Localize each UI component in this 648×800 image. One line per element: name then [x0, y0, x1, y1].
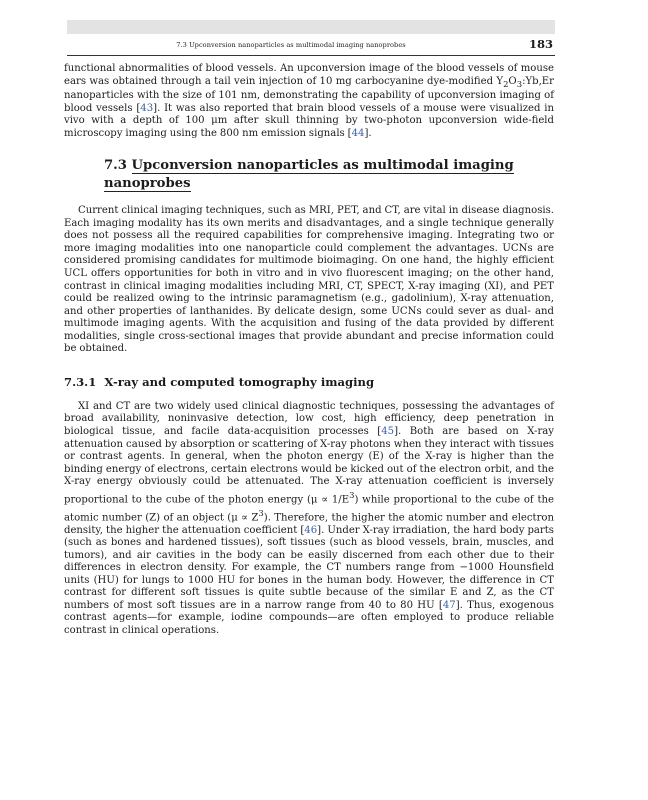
reference-link[interactable]: 44: [351, 127, 365, 139]
subsection-heading: [64, 374, 554, 390]
top-scan-bar: [67, 20, 555, 34]
reference-link[interactable]: 47: [442, 599, 456, 611]
paragraph-xray-ct: XI and CT are two widely used clinical diagnostic techniques, possessing the advantages of broad availability, noninvasive detection, low cost, high efficiency, deep penetration in biological tissue, and facile data-acquisition processes [45]. Both are based on X-ray attenuation caused by absorption or scattering of X-ray photons when they interact with tissues or contrast agents. In general, when the photon energy (E) of the X-ray is higher than the binding energy of electrons, certain electrons would be kicked out of the electron orbit, and the X-ray energy obviously could be attenuated. The X-ray attenuation coefficient is inversely proportional to the cube of the photon energy $(\mu \propto 1/E^3)$ while proportional to the cube of the atomic number (Z) of an object $(\mu \propto Z^3)$. Therefore, the higher the atomic number and electron density, the higher the attenuation coefficient [46]. Under X-ray irradiation, the hard body parts (such as bones and hardened tissues), soft tissues (such as blood vessels, brain, muscles, and tumors), and air cavities in the body can be easily discerned from each other due to their differences in electron density. For example, the CT numbers range from −1000 Hounsfield units (HU) for lungs to 1000 HU for bones in the human body. However, the difference in CT contrast for different soft tissues is quite subtle because of the similar E and Z, as the CT numbers of most soft tissues are in a narrow range from 40 to 80 HU [47]. Thus, exogenous contrast agents—for example, iodine compounds—are often employed to produce reliable contrast in clinical operations.: [64, 400, 555, 636]
running-header: [67, 35, 555, 56]
running-title: 7.3 Upconversion nanoparticles as multimodal imaging nanoprobes: [176, 41, 406, 49]
page-number: 183: [528, 37, 553, 51]
section-title: Upconversion nanoparticles as multimodal imaging nanoprobes: [104, 158, 514, 192]
subsection-title: X-ray and computed tomography imaging: [104, 374, 375, 389]
subsection-number: 7.3.1: [64, 374, 97, 389]
section-heading: [104, 157, 554, 193]
reference-link[interactable]: 45: [381, 425, 395, 437]
page-body: [64, 63, 554, 637]
reference-link[interactable]: 46: [304, 524, 318, 536]
paragraph-intro: functional abnormalities of blood vessels. An upconversion image of the blood vessels of mouse ears was obtained through a tail vein injection of 10 mg carbocyanine dye-modified $Y_2O_3:Yb,Er$ nanoparticles with the size of 101 nm, demonstrating the capability of upconversion imaging of blood vessels [43]. It was also reported that brain blood vessels of a mouse were visualized in vivo with a depth of 100 μm after skull thinning by two-photon upconversion wide-field microscopy imaging using the 800 nm emission signals [44].: [64, 63, 554, 139]
section-number: 7.3: [104, 158, 127, 174]
reference-link[interactable]: 43: [140, 102, 154, 114]
paragraph-multimodal: Current clinical imaging techniques, such as MRI, PET, and CT, are vital in disease diagnosis. Each imaging modality has its own merits and disadvantages, and a single technique generally does not possess all the required capabilities for comprehensive imaging. Integrating two or more imaging modalities into one nanoparticle could complement the advantages. UCNs are considered promising candidates for multimode bioimaging. On one hand, the highly efficient UCL offers opportunities for both in vitro and in vivo fluorescent imaging; on the other hand, contrast in clinical imaging modalities including MRI, CT, SPECT, X-ray imaging (XI), and PET could be realized owing to the intrinsic paramagnetism (e.g., gadolinium), X-ray attenuation, and other properties of lanthanides. By delicate design, some UCNs could sever as dual- and multimode imaging agents. With the acquisition and fusing of the data provided by different modalities, single cross-sectional images that provide abundant and precise information could be obtained.: [64, 205, 554, 355]
